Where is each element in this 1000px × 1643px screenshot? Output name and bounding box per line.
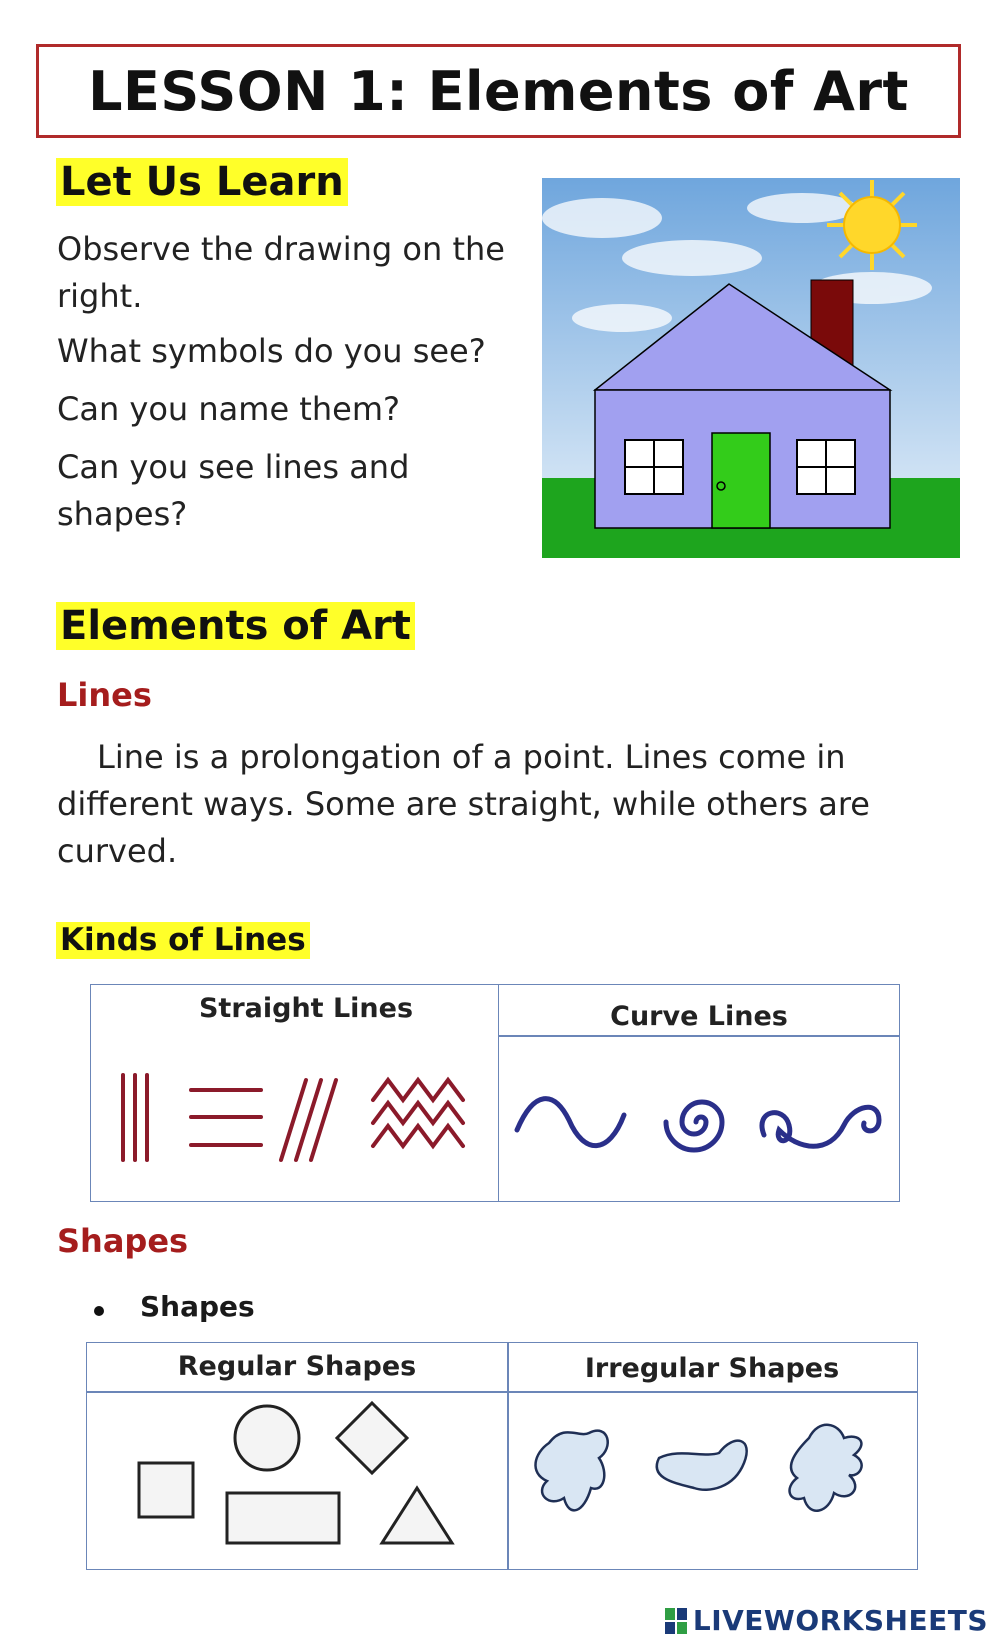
question-observe: Observe the drawing on the right. — [57, 230, 505, 315]
window-right — [797, 440, 855, 494]
shapes-table — [86, 1342, 918, 1570]
irregular-shapes-header: Irregular Shapes — [584, 1353, 840, 1384]
shapes-bullet-text: Shapes — [140, 1290, 255, 1323]
question-lines-shapes: Can you see lines and shapes? — [57, 448, 410, 533]
door — [712, 433, 770, 528]
lines-description: Line is a prolongation of a point. Lines come in different ways. Some are straight, while others are curved. — [57, 738, 870, 870]
regular-shapes-header: Regular Shapes — [177, 1351, 417, 1382]
irregular-shapes-drawing — [509, 1393, 917, 1569]
curve-lines-drawing — [499, 1055, 899, 1195]
shapes-heading: Shapes — [57, 1222, 189, 1260]
liveworksheets-logo — [665, 1604, 988, 1637]
straight-lines-header: Straight Lines — [198, 993, 414, 1024]
sun — [827, 180, 917, 270]
lesson-title: LESSON 1: Elements of Art — [88, 59, 909, 123]
curve-lines-header-divider — [499, 1035, 899, 1037]
straight-lines-drawing — [91, 1055, 499, 1195]
regular-shapes-drawing — [87, 1393, 507, 1569]
let-us-learn-heading: Let Us Learn — [56, 158, 348, 206]
circle-shape — [235, 1406, 299, 1470]
bullet — [94, 1306, 104, 1316]
elements-of-art-heading: Elements of Art — [56, 602, 415, 650]
question-name-them: Can you name them? — [57, 390, 400, 428]
window-left — [625, 440, 683, 494]
lesson-title-box — [36, 44, 961, 138]
irregular-shape-1 — [535, 1431, 607, 1511]
house-drawing — [542, 178, 960, 558]
rectangle-shape — [227, 1493, 339, 1543]
irregular-shape-2 — [657, 1441, 747, 1490]
logo-text: LIVEWORKSHEETS — [692, 1604, 988, 1637]
triangle-shape — [382, 1488, 452, 1543]
kinds-of-lines-table — [90, 984, 900, 1202]
kinds-of-lines-heading: Kinds of Lines — [56, 922, 310, 959]
square-shape — [139, 1463, 193, 1517]
curve-lines-header: Curve Lines — [610, 1001, 788, 1032]
liveworksheets-logo-icon — [665, 1608, 687, 1634]
irregular-shape-3 — [790, 1425, 862, 1511]
diamond-shape — [337, 1403, 407, 1473]
question-symbols: What symbols do you see? — [57, 332, 486, 370]
lines-heading: Lines — [57, 676, 152, 714]
